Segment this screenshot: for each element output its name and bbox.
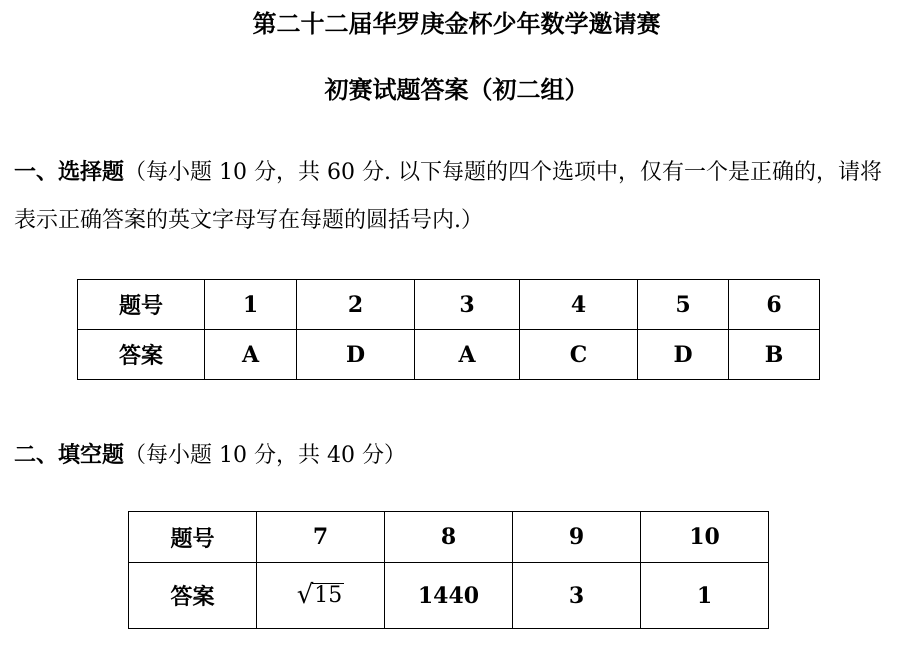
question-number: 9: [513, 512, 641, 563]
fill-answer-table: [128, 511, 769, 629]
question-number-header: 题号: [78, 280, 205, 330]
answer-cell: A: [415, 330, 520, 380]
section-choice-questions: [14, 148, 899, 245]
answer-cell: D: [638, 330, 729, 380]
answer-cell: D: [297, 330, 415, 380]
answer-header: 答案: [78, 330, 205, 380]
section-choice-heading: 一、选择题: [14, 159, 125, 185]
answer-header: 答案: [129, 563, 257, 629]
table-row: [78, 280, 820, 330]
question-number: 6: [729, 280, 820, 330]
question-number: 5: [638, 280, 729, 330]
section-fill-questions: [14, 431, 899, 480]
table-row: [78, 330, 820, 380]
answer-cell-sqrt: [257, 563, 385, 629]
question-number: 10: [641, 512, 769, 563]
question-number: 8: [385, 512, 513, 563]
answer-cell: 1440: [385, 563, 513, 629]
square-root-expression: [297, 582, 345, 608]
answer-cell: C: [520, 330, 638, 380]
page-title: 第二十二届华罗庚金杯少年数学邀请赛: [252, 9, 661, 38]
answer-cell: 1: [641, 563, 769, 629]
radicand: 15: [314, 583, 343, 608]
question-number: 7: [257, 512, 385, 563]
answer-cell: B: [729, 330, 820, 380]
table-row: [129, 512, 769, 563]
radical-sign: √: [296, 580, 314, 610]
question-number: 1: [205, 280, 297, 330]
page-subtitle: 初赛试题答案（初二组）: [324, 75, 589, 104]
section-choice-description: （每小题 10 分，共 60 分. 以下每题的四个选项中，仅有一个是正确的，请将表示正确答案的英文字母写在每题的圆括号内.）: [14, 160, 882, 233]
question-number: 3: [415, 280, 520, 330]
question-number: 2: [297, 280, 415, 330]
choice-answer-table: [77, 279, 820, 380]
answer-cell: 3: [513, 563, 641, 629]
table-row: [129, 563, 769, 629]
question-number-header: 题号: [129, 512, 257, 563]
section-fill-heading: 二、填空题: [14, 442, 125, 468]
section-fill-description: （每小题 10 分，共 40 分）: [124, 443, 406, 468]
answer-cell: A: [205, 330, 297, 380]
question-number: 4: [520, 280, 638, 330]
